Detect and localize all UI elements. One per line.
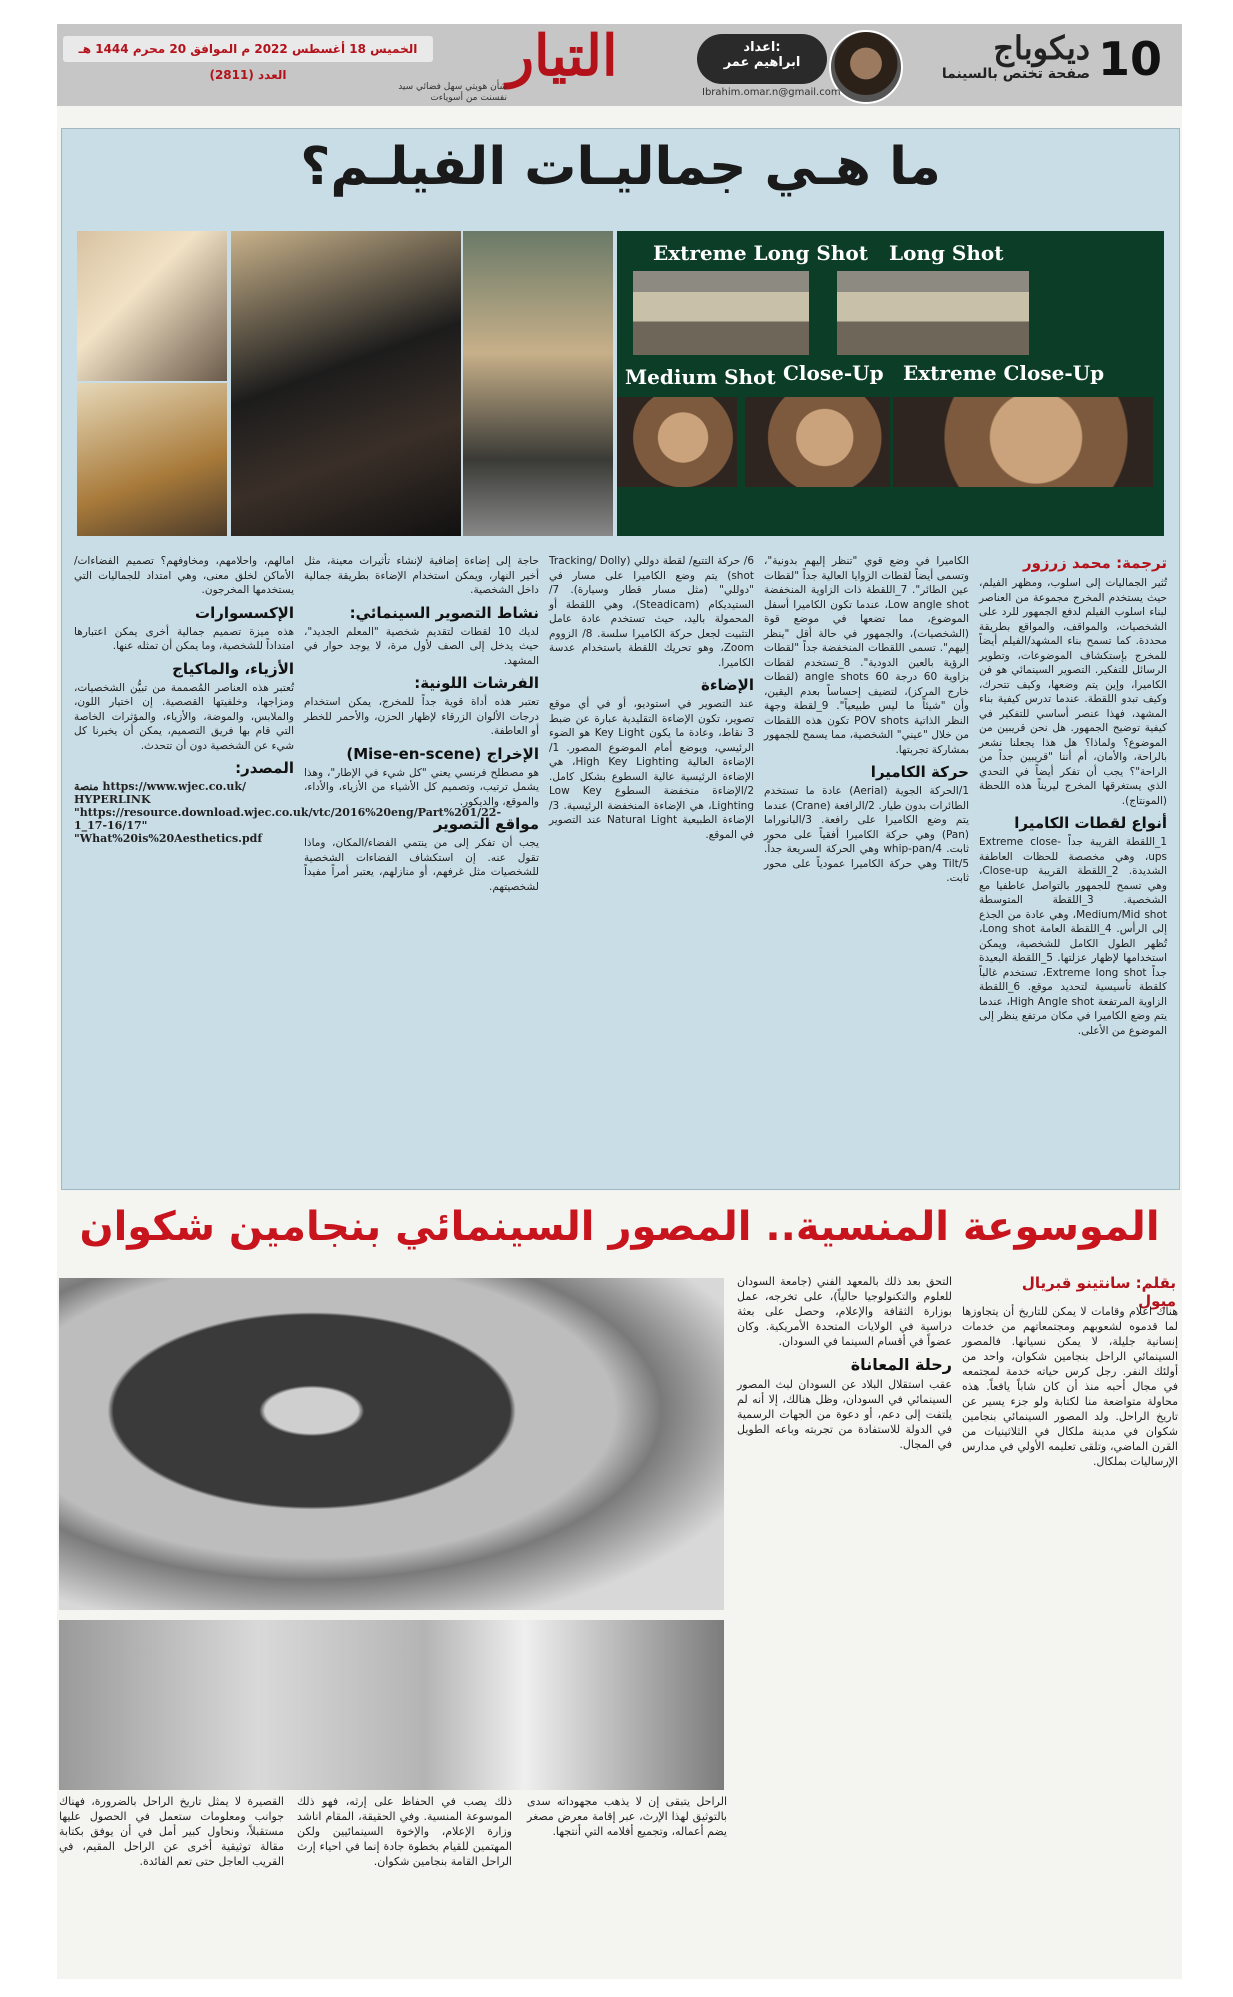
section-title-block [942,30,1090,82]
paragraph: هناك اعلام وقامات لا يمكن للتاريخ أن يتجاوزها لما قدموه لشعوبهم ومجتمعاتهم من خدمات إنسانية جليلة، لا يمكن نسيانها. فالمصور السينمائي الراحل بنجامين شكوان، واحد من أولئك النفر. رجل كرس حياته خدمة لمجتمعه في مجال أحبه منذ أن كان شاباً يافعاً. هذه محاولة متواضعة منا لكتابة ولو جزء يسير عن تاريخ الراحل. ولد المصور السينمائي بنجامين شكوان في مدينة ملكال في الثلاثينيات من القرن الماضي، وتلقى تعليمه الأولي في مدارس الإرساليات بملكال. [962,1305,1178,1468]
section-heading: رحلة المعاناة [850,1355,952,1374]
section-heading: الفرشات اللونية: [414,674,539,692]
actress-portrait-photo [77,231,227,381]
paragraph: التحق بعد ذلك بالمعهد الفني (جامعة السودان للعلوم والتكنولوجيا حالياً)، على تخرجه، عمل بوزارة الثقافة والإعلام، وحصل على بعثة دراسية في الولايات المتحدة الأمريكية. وكان عضواً في أقسام السينما في السودان. [737,1275,952,1348]
paragraph: تُثير الجماليات إلى اسلوب، ومظهر الفيلم، حيث يستخدم المخرج مجموعة من العناصر لبناء اسلوب الفيلم لدفع الجمهور للرد على الشخصيات، والمواقف، والمواقع بطريقة محددة. كما تسمح بناء المشهد/الفيلم أيضاً للمخرج بإستكشاف الموضوعات، وتطوير الرسائل للتفكير. التصوير السينمائي هو فن الكاميرا، وإين يتم وضعها، وكيف تتحرك، وكيف تبدو اللقطة. عندما تدرس كيفية بناء المشهد، فهذا عنصر أساسي للتفكير في كيفية توضيح الجمهور. هل نحن قريبين من الموضوع؟ ولماذا؟ هل هذا يجعلنا نشعر بالراحة، والأمان، أم أننا "قريبين جداً من الراحة"؟ يجب أن تفكر أيضاً في التحدي الذي يستغرقها المخرج ليريناً هذه اللحظة (المونتاج). [979,577,1167,807]
article2-bottom-column-1: الراحل يتبقى إن لا يذهب مجهوداته سدى بالتوثيق لهذا الإرث، عبر إقامة معرض مصغر يضم أعماله، وتجميع أفلامه التي أنتجها. [527,1795,727,1838]
author-email: Ibrahim.omar.n@gmail.com [702,87,841,98]
shot-label: Close-Up [783,361,884,385]
shot-image [837,271,1029,355]
paragraph: الكاميرا في وضع قوي "تنظر إليهم بدونية"، وتسمى أيضاً لقطات الزوايا العالية جداً "لقطات عين الطائر". 7_اللقطة ذات الزاوية المنخفضة Low angle shot، عندما تكون الكاميرا أسفل الموضوع، مما تضعها في موضع قوة (الشخصيات)، والجمهور في حالة أقل "ينظر إليهم". تسمى اللقطات المنخفضة جداً "لقطات الرؤية بالعين الدودية". 8_تستخدم لقطات بزاوية 60 درجة 60 angle shots (لقطات خارج المركز)، لتضيف إحساساً بعدم اليقين، وأن "شيئاً ما ليس طبيعياً". 9_لقطة وجهة النظر الذاتية POV shots تكون هذه اللقطات من خلال "عيني" الشخصية، مما يسمح للجمهور بمشاركة تجربتها. [764,555,970,756]
shot-image [633,271,809,355]
paragraph: هو مصطلح فرنسي يعني "كل شيء في الإطار"، وهذا يشمل ترتيب، وتصميم كل الأشياء من الأزياء، والأداء، والموقع، والديكور. [304,766,539,808]
film-scene-photo [463,231,613,536]
author-label: اعداد: [743,40,781,55]
shot-types-panel [617,231,1164,536]
article2-title: الموسوعة المنسية.. المصور السينمائي بنجامين شكوان [79,1204,1160,1250]
paragraph: امالهم، واحلامهم، ومخاوفهم؟ تصميم الفضاءات/الأماكن لخلق معنى، وهي امتداد للجماليات التي يستخدمها المخرجون. [74,555,294,596]
article2-bottom-column-3: القصيرة لا يمثل تاريخ الراحل بالضرورة، فهناك جوانب ومعلومات ستعمل في الحصول عليها مستقبلاً، ونحاول كبير أمل في أن يوفق بكتابة مقالة توثيقية أخرى عن الراحل المقيم، في القريب العاجل حتى تعم الفائدة. [59,1795,284,1868]
source-link[interactable]: منصة https://www.wjec.co.uk/ HYPERLINK "https://resource.download.wjec.co.uk/vtc/2016%20eng/Part%201/22-1_17-16/17" "What%20is%20Aesthetics.pdf [74,780,502,845]
shot-image [745,397,890,487]
article2-bottom-column-2: ذلك يصب في الحفاظ على إرثه، فهو ذلك الموسوعة المنسية. وفي الحقيقة، المقام اناشد وزارة الإعلام، والإخوة السينمائيين ولكن المهتمين للقيام بخطوة جادة إنما في احياء إرث الراحل القامة بنجامين شكوان. [297,1795,512,1868]
section-heading: الإخراج (Mise-en-scene) [346,744,539,763]
shot-label: Long Shot [889,241,1004,265]
paragraph: تُعتبر هذه العناصر المُصممة من تبيُّن الشخصيات، ومزاجها، وخلفيتها القصصية. إن اختيار اللون، والملابس، والموضة، والأزياء، والمؤثرات الخاصة التي قام بها فريق التصميم، يمكن أن يخبرنا كل شيء عن الشخصية دون أن تتحدث. [74,681,294,752]
paragraph: هذه ميزة تصميم جمالية أخرى يمكن اعتبارها امتداداً للشخصية، وما يمكن أن تمثله عنها. [74,625,294,652]
paragraph: يجب أن تفكر إلى من ينتمي الفضاء/المكان، وماذا تقول عنه. إن استكشاف الفضاءات الشخصية للشخصيات مثل غرفهم، أو منازلهم، يعتبر أمراً مفيداً لشخصيتهم. [304,837,539,893]
film-still-photo [77,383,227,536]
shot-image [617,397,737,487]
author-badge [697,34,827,84]
film-aesthetics-article [61,128,1180,1190]
shot-image [893,397,1153,487]
section-heading: الأزياء، والماكياج [172,659,294,678]
photo-collage [77,231,1164,536]
shot-label: Extreme Close-Up [903,361,1105,385]
translator-byline: ترجمة: محمد زرزور [1022,554,1167,572]
extreme-close-up-example [893,361,1164,536]
section-heading: الإكسسوارات [195,603,294,622]
paragraph: لديك 10 لقطات لتقديم شخصية "المعلم الجديد"، حيث يدخل إلى الصف لأول مرة، لا يوجد حوار في المشهد. [304,625,539,667]
paragraph: حاجة إلى إضاءة إضافية لإنشاء تأثيرات معينة، مثل أخير النهار، ويمكن استخدام الإضاءة بطريقة جمالية داخل الشخصية. [304,555,539,596]
article-column-3 [549,554,754,1174]
paragraph: 6/ حركة التتبع/ لقطة دوللي (Tracking/ Dolly shot) يتم وضع الكاميرا على مسار في "دوللي" (مثل مسار قطار وسيارة). 7/ الستيديكام (Steadicam)، وهي اللقطة أو المحمولة باليد، حيث تستخدم عادة عامل التثبيت لجعل حركة الكاميرا سلسة. 8/ الزووم Zoom، وهو تحريك اللقطة باستخدام عدسة الكاميرا. [549,555,755,669]
section-heading: نشاط التصوير السينمائي: [349,603,539,622]
page-number: 10 [1097,32,1162,86]
issue-date: الخميس 18 أغسطس 2022 م الموافق 20 محرم 1444 هـ العدد (2811) [63,36,433,62]
shot-label: Medium Shot [625,365,776,389]
close-up-example [745,361,895,536]
paragraph: عند التصوير في استوديو، أو في أي موقع تصوير، تكون الإضاءة التقليدية عبارة عن ضبط 3 نقاط، وعادة ما يكون Key Light هو الضوء الرئيسي، ويوضع أمام الموضوع المصور. 1/الإضاءة العالية High Key Lighting، هي الإضاءة الرئيسية عالية السطوع بشكل كامل. 2/الإضاءة منخفضة السطوع Low Key Lighting، هي الإضاءة المنخفضة الرئيسية. 3/الإضاءة الطبيعية Natural Light عند التصوير في الموقع. [549,698,754,841]
article-column-1 [979,554,1167,1174]
page-header [57,24,1182,106]
long-shot-example [827,237,1157,362]
article2-byline: بقلم: سانتينو قبريال ميول [1021,1274,1176,1310]
section-heading: الإضاءة [701,676,754,694]
section-heading: مواقع التصوير [433,815,539,833]
newspaper-page [57,24,1182,1979]
newspaper-logo: التيار [507,23,618,89]
paragraph: تعتبر هذه أداة قوية جداً للمخرج، يمكن استخدام درجات الألوان الزرقاء لإظهار الحزن، والأحمر للخطر أو العاطفة. [304,696,539,737]
section-heading: المصدر: [235,759,294,777]
paragraph: 1_اللقطة القريبة جداً Extreme close-ups، وهي مخصصة للحظات العاطفة الشديدة. 2_اللقطة القريبة Close-up، وهي تسمح للجمهور بالتواصل عاطفيا مع الشخصية. 3_اللقطة المتوسطة Medium/Mid shot، وهي عادة من الجذع إلى الرأس. 4_اللقطة العامة Long shot، تُظهر الطول الكامل للشخصية، ويمكن استخدامها لإظهار عزلتها. 5_اللقطة البعيدة جداً Extreme long shot، تستخدم غالباً كلقطة تأسيسية لتحديد موقع. 6_اللقطة الزاوية المرتفعة High Angle shot، عندما يتم وضع الكاميرا في مكان مرتفع ينظر إلى الموضوع من الأعلى. [979,836,1168,1037]
archive-photo [59,1620,724,1790]
article2-column-right [962,1304,1178,1784]
shot-label: Extreme Long Shot [653,241,868,265]
article-columns [74,554,1167,1174]
paragraph: 1/الحركة الجوية (Aerial) عادة ما تستخدم الطائرات بدون طيار. 2/الرافعة (Crane) عندما يتم وضع الكاميرا على رافعة. 3/البانوراما (Pan) وهي حركة الكاميرا أفقياً على محور ثابت. 4/whip-pan وهي الحركة السريعة جداً. 5/Tilt وهي حركة الكاميرا عمودياً على محور ثابت. [764,785,970,884]
article-column-4 [304,554,539,1174]
film-cast-photo [231,231,461,536]
article2-column-mid [737,1274,952,1784]
section-heading: أنواع لقطات الكاميرا [1014,814,1167,832]
article-title: ما هـي جماليـات الفيلـم؟ [300,137,941,197]
author-name: ابراهيم عمر [723,55,801,70]
paragraph: عقب استقلال البلاد عن السودان لبث المصور السينمائي في السودان، وظل هنالك، إلا أنه لم يلتفت إلى دعم، أو دعوة من الجهات الرسمية في الدولة للاستفادة من تجربته وباعه الطويل في المجال. [737,1378,952,1451]
cinematographer-photo [59,1278,724,1610]
section-title: ديكوباج [993,29,1090,67]
section-heading: حركة الكاميرا [870,763,969,781]
article-column-2 [764,554,969,1174]
logo-tagline: شأن هويتي سهل فضائي سيد نفسنت من أسوياءت [398,82,507,103]
section-subtitle: صفحة تختص بالسينما [941,66,1090,82]
